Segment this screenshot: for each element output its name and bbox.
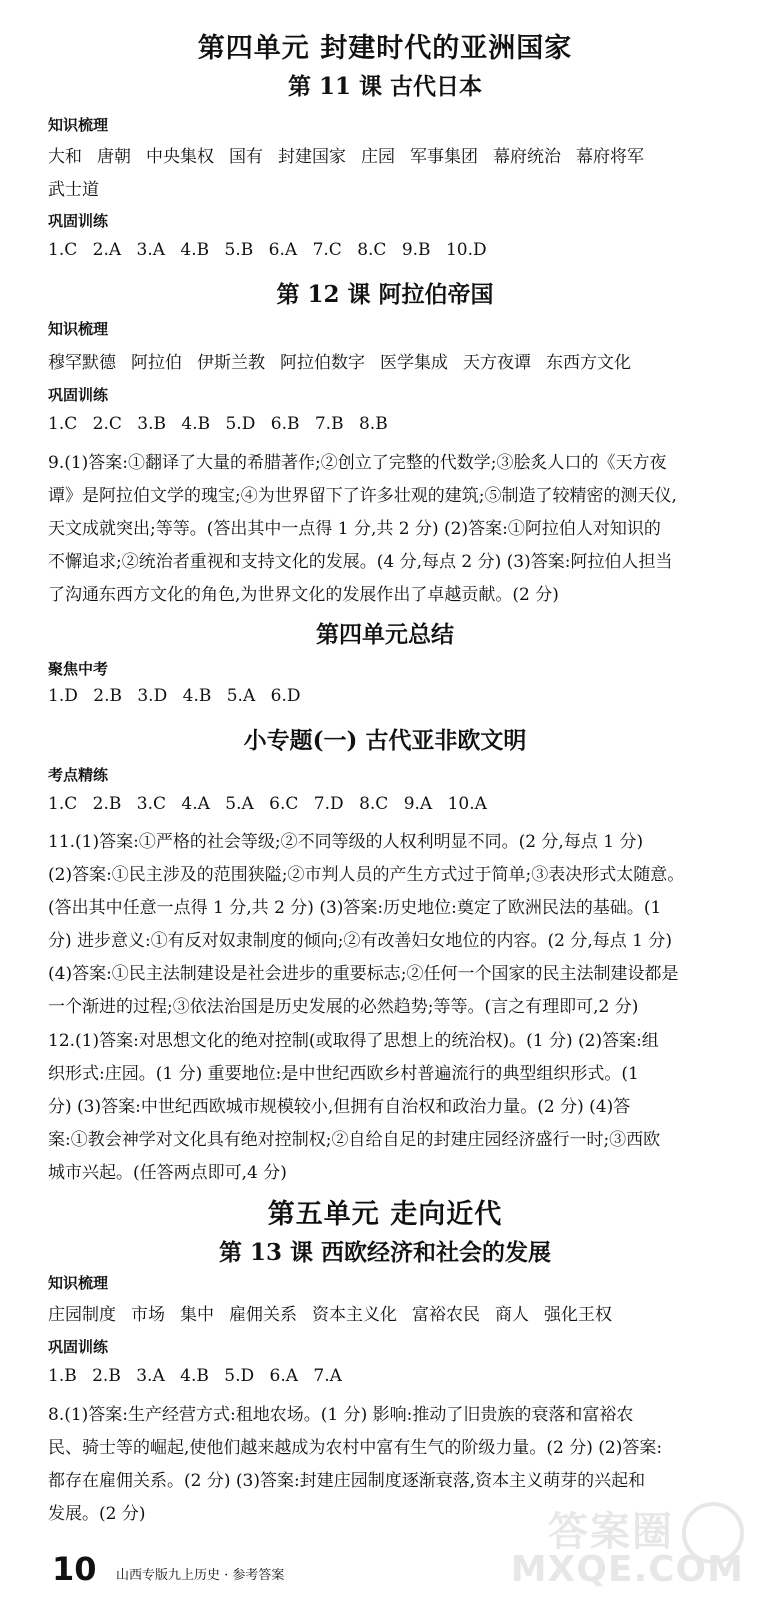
lesson-11-knowledge-header: 知识梳理 [48, 116, 109, 134]
summary-answers: 1.D 2.B 3.D 4.B 5.A 6.D [48, 686, 301, 706]
q11-line: (4)答案:①民主法制建设是社会进步的重要标志;②任何一个国家的民主法制建设都是 [48, 964, 679, 984]
lesson-12-answers: 1.C 2.C 3.B 4.B 5.D 6.B 7.B 8.B [48, 414, 388, 434]
lesson-12-terms [48, 348, 750, 373]
watermark-url: MXQE.COM [510, 1549, 744, 1590]
lesson-13-knowledge-header: 知识梳理 [48, 1274, 109, 1292]
topic-1-drill-header: 考点精练 [48, 766, 109, 784]
footer-book-title: 山西专版九上历史 · 参考答案 [116, 1568, 285, 1583]
term: 阿拉伯 [131, 353, 182, 373]
lesson-11-terms-line-1 [48, 142, 750, 167]
lesson-11-answers: 1.C 2.A 3.A 4.B 5.B 6.A 7.C 8.C 9.B 10.D [48, 240, 487, 260]
term: 庄园 [361, 147, 395, 167]
lesson-13-terms [48, 1300, 750, 1325]
term: 市场 [131, 1305, 165, 1325]
q9-line: 9.(1)答案:①翻译了大量的希腊著作;②创立了完整的代数学;③脍炙人口的《天方夜 [48, 453, 667, 473]
unit-5-title: 第五单元 走向近代 [267, 1199, 503, 1230]
term: 武士道 [48, 180, 99, 200]
unit-4-summary-title: 第四单元总结 [316, 621, 454, 648]
term: 庄园制度 [48, 1305, 116, 1325]
term: 阿拉伯数字 [280, 353, 365, 373]
q8-line: 8.(1)答案:生产经营方式:租地农场。(1 分) 影响:推动了旧贵族的衰落和富裕农 [48, 1405, 634, 1425]
term: 唐朝 [97, 147, 131, 167]
term: 资本主义化 [312, 1305, 397, 1325]
term: 富裕农民 [412, 1305, 480, 1325]
term: 雇佣关系 [229, 1305, 297, 1325]
q12-line: 城市兴起。(任答两点即可,4 分) [48, 1163, 287, 1183]
term: 医学集成 [380, 353, 448, 373]
term: 幕府将军 [576, 147, 644, 167]
q9-line: 不懈追求;②统治者重视和支持文化的发展。(4 分,每点 2 分) (3)答案:阿拉伯人担当 [48, 552, 673, 572]
q11-line: 11.(1)答案:①严格的社会等级;②不同等级的人权利明显不同。(2 分,每点 1 分) [48, 832, 644, 852]
q9-line: 了沟通东西方文化的角色,为世界文化的发展作出了卓越贡献。(2 分) [48, 585, 559, 605]
unit-4-title: 第四单元 封建时代的亚洲国家 [197, 33, 573, 64]
lesson-11-title: 第 11 课 古代日本 [287, 73, 483, 100]
q11-line: (答出其中任意一点得 1 分,共 2 分) (3)答案:历史地位:奠定了欧洲民法的基础。(1 [48, 898, 662, 918]
term: 封建国家 [278, 147, 346, 167]
term: 国有 [229, 147, 263, 167]
q11-line: 一个渐进的过程;③依法治国是历史发展的必然趋势;等等。(言之有理即可,2 分) [48, 997, 639, 1017]
summary-focus-header: 聚焦中考 [48, 660, 109, 678]
q12-line: 织形式:庄园。(1 分) 重要地位:是中世纪西欧乡村普遍流行的典型组织形式。(1 [48, 1064, 639, 1084]
lesson-13-title: 第 13 课 西欧经济和社会的发展 [218, 1239, 552, 1266]
watermark-title: 答案圈 [548, 1509, 674, 1555]
lesson-12-title: 第 12 课 阿拉伯帝国 [276, 281, 494, 308]
q9-line: 天文成就突出;等等。(答出其中一点得 1 分,共 2 分) (2)答案:①阿拉伯人对知识的 [48, 519, 661, 539]
lesson-11-practice-header: 巩固训练 [48, 212, 109, 230]
q11-line: 分) 进步意义:①有反对奴隶制度的倾向;②有改善妇女地位的内容。(2 分,每点 1 分) [48, 931, 673, 951]
lesson-12-practice-header: 巩固训练 [48, 386, 109, 404]
site-watermark [510, 1500, 744, 1590]
lesson-11-terms-line-2 [48, 175, 750, 200]
topic-1-title: 小专题(一) 古代亚非欧文明 [243, 727, 527, 754]
lesson-13-practice-header: 巩固训练 [48, 1338, 109, 1356]
q8-line: 民、骑士等的崛起,使他们越来越成为农村中富有生气的阶级力量。(2 分) (2)答案: [48, 1438, 663, 1458]
term: 中央集权 [146, 147, 214, 167]
q12-line: 分) (3)答案:中世纪西欧城市规模较小,但拥有自治权和政治力量。(2 分) (4)答 [48, 1097, 631, 1117]
q8-line: 发展。(2 分) [48, 1504, 146, 1524]
term: 商人 [495, 1305, 529, 1325]
lesson-12-knowledge-header: 知识梳理 [48, 320, 109, 338]
term: 大和 [48, 147, 82, 167]
term: 幕府统治 [493, 147, 561, 167]
term: 军事集团 [410, 147, 478, 167]
q11-line: (2)答案:①民主涉及的范围狭隘;②市判人员的产生方式过于简单;③表决形式太随意。 [48, 865, 685, 885]
term: 强化王权 [544, 1305, 612, 1325]
page-number: 10 [52, 1550, 97, 1588]
term: 穆罕默德 [48, 353, 116, 373]
q9-line: 谭》是阿拉伯文学的瑰宝;④为世界留下了许多壮观的建筑;⑤制造了较精密的测天仪, [48, 486, 677, 506]
q8-line: 都存在雇佣关系。(2 分) (3)答案:封建庄园制度逐渐衰落,资本主义萌芽的兴起和 [48, 1471, 646, 1491]
term: 东西方文化 [546, 353, 631, 373]
term: 伊斯兰教 [197, 353, 265, 373]
term: 天方夜谭 [463, 353, 531, 373]
lesson-13-answers: 1.B 2.B 3.A 4.B 5.D 6.A 7.A [48, 1366, 342, 1386]
term: 集中 [180, 1305, 214, 1325]
topic-1-answers: 1.C 2.B 3.C 4.A 5.A 6.C 7.D 8.C 9.A 10.A [48, 794, 487, 814]
q12-line: 12.(1)答案:对思想文化的绝对控制(或取得了思想上的统治权)。(1 分) (2)答案:组 [48, 1031, 659, 1051]
q12-line: 案:①教会神学对文化具有绝对控制权;②自给自足的封建庄园经济盛行一时;③西欧 [48, 1130, 661, 1150]
